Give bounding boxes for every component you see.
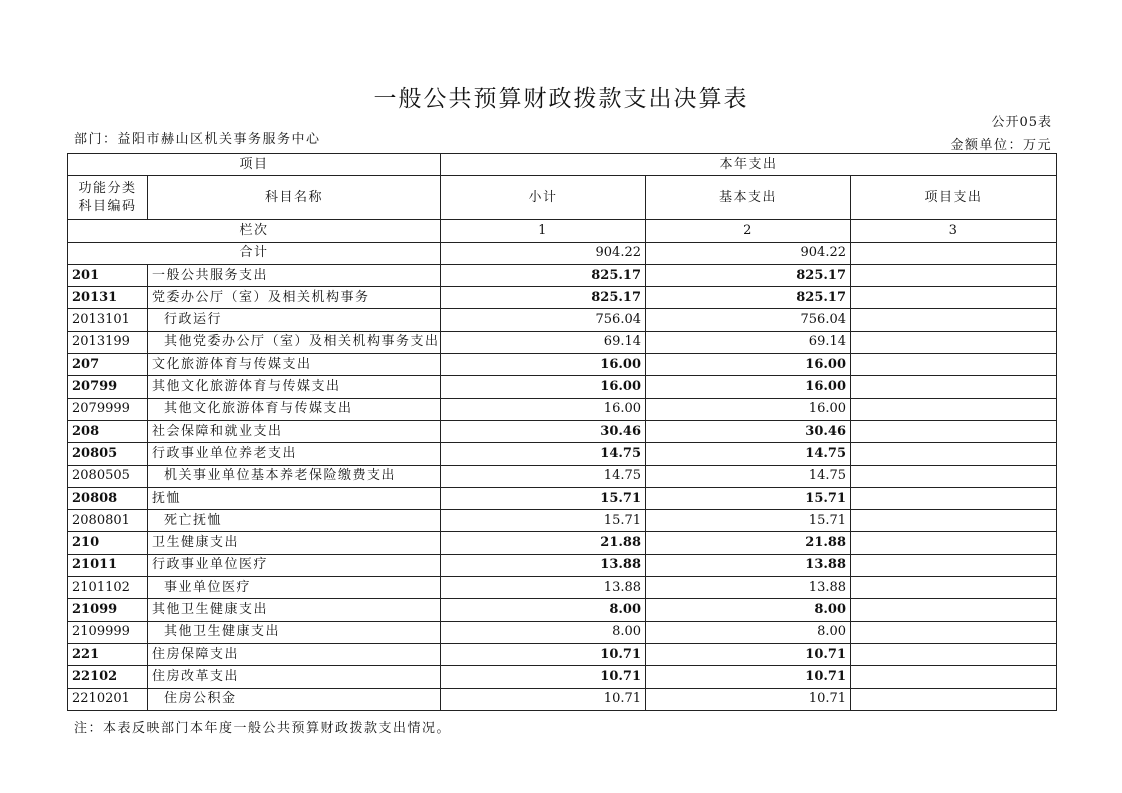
row-basic: 14.75: [646, 465, 851, 487]
row-basic: 14.75: [646, 443, 851, 465]
row-basic: 13.88: [646, 577, 851, 599]
total-basic: 904.22: [646, 242, 851, 264]
header-col1: 1: [441, 220, 646, 242]
row-basic: 69.14: [646, 331, 851, 353]
form-number: 公开05表: [991, 115, 1052, 130]
header-col2: 2: [646, 220, 851, 242]
row-subtotal: 16.00: [441, 376, 646, 398]
row-subtotal: 10.71: [441, 688, 646, 710]
row-subtotal: 8.00: [441, 599, 646, 621]
row-code: 2080801: [68, 510, 148, 532]
table-row: [68, 487, 1057, 509]
table-row: [68, 599, 1057, 621]
row-item: [851, 532, 1057, 554]
header-project: 项目: [68, 154, 441, 176]
row-basic: 13.88: [646, 554, 851, 576]
row-name: 抚恤: [148, 487, 441, 509]
row-subtotal: 825.17: [441, 287, 646, 309]
row-code: 20131: [68, 287, 148, 309]
table-row: [68, 465, 1057, 487]
row-code: 210: [68, 532, 148, 554]
table-row: [68, 398, 1057, 420]
row-name: 行政事业单位医疗: [148, 554, 441, 576]
table-row: [68, 376, 1057, 398]
row-code: 22102: [68, 666, 148, 688]
row-name: 机关事业单位基本养老保险缴费支出: [148, 465, 441, 487]
row-basic: 825.17: [646, 287, 851, 309]
header-col-index: 栏次: [68, 220, 441, 242]
total-row: [68, 242, 1057, 264]
row-item: [851, 465, 1057, 487]
row-subtotal: 8.00: [441, 621, 646, 643]
row-basic: 10.71: [646, 688, 851, 710]
row-name: 卫生健康支出: [148, 532, 441, 554]
header-col3: 3: [851, 220, 1057, 242]
row-code: 2109999: [68, 621, 148, 643]
row-basic: 8.00: [646, 621, 851, 643]
row-code: 20805: [68, 443, 148, 465]
row-code: 2013199: [68, 331, 148, 353]
row-name: 住房保障支出: [148, 643, 441, 665]
row-name: 其他卫生健康支出: [148, 599, 441, 621]
row-item: [851, 666, 1057, 688]
row-code: 2101102: [68, 577, 148, 599]
row-code: 20808: [68, 487, 148, 509]
row-basic: 10.71: [646, 666, 851, 688]
table-row: [68, 443, 1057, 465]
table-row: [68, 287, 1057, 309]
table-row: [68, 577, 1057, 599]
row-name: 文化旅游体育与传媒支出: [148, 354, 441, 376]
row-item: [851, 688, 1057, 710]
header-subtotal: 小计: [441, 176, 646, 220]
header-row-1: [68, 154, 1057, 176]
row-subtotal: 30.46: [441, 420, 646, 442]
row-item: [851, 443, 1057, 465]
row-basic: 16.00: [646, 376, 851, 398]
row-basic: 21.88: [646, 532, 851, 554]
table-row: [68, 688, 1057, 710]
row-item: [851, 354, 1057, 376]
table-row: [68, 420, 1057, 442]
table-row: [68, 621, 1057, 643]
header-row-2: [68, 176, 1057, 220]
row-item: [851, 376, 1057, 398]
row-code: 2079999: [68, 398, 148, 420]
row-code: 2080505: [68, 465, 148, 487]
row-subtotal: 756.04: [441, 309, 646, 331]
row-code: 21099: [68, 599, 148, 621]
header-item: 项目支出: [851, 176, 1057, 220]
row-subtotal: 16.00: [441, 398, 646, 420]
row-code: 221: [68, 643, 148, 665]
row-basic: 8.00: [646, 599, 851, 621]
row-code: 207: [68, 354, 148, 376]
total-item: [851, 242, 1057, 264]
table-row: [68, 666, 1057, 688]
row-basic: 16.00: [646, 354, 851, 376]
row-item: [851, 554, 1057, 576]
unit-label: 金额单位：万元: [950, 138, 1052, 153]
row-name: 死亡抚恤: [148, 510, 441, 532]
row-name: 事业单位医疗: [148, 577, 441, 599]
footnote: 注：本表反映部门本年度一般公共预算财政拨款支出情况。: [74, 721, 452, 736]
table-row: [68, 331, 1057, 353]
row-subtotal: 14.75: [441, 465, 646, 487]
row-name: 行政运行: [148, 309, 441, 331]
table-row: [68, 532, 1057, 554]
row-subtotal: 10.71: [441, 666, 646, 688]
department-label: 部门：益阳市赫山区机关事务服务中心: [74, 132, 321, 147]
row-basic: 30.46: [646, 420, 851, 442]
row-item: [851, 287, 1057, 309]
row-code: 201: [68, 264, 148, 286]
total-label: 合计: [68, 242, 441, 264]
table-row: [68, 309, 1057, 331]
row-basic: 10.71: [646, 643, 851, 665]
row-item: [851, 510, 1057, 532]
row-subtotal: 13.88: [441, 554, 646, 576]
row-subtotal: 21.88: [441, 532, 646, 554]
row-subtotal: 16.00: [441, 354, 646, 376]
row-name: 一般公共服务支出: [148, 264, 441, 286]
row-basic: 15.71: [646, 487, 851, 509]
row-name: 其他党委办公厅（室）及相关机构事务支出: [148, 331, 441, 353]
row-code: 2210201: [68, 688, 148, 710]
row-name: 行政事业单位养老支出: [148, 443, 441, 465]
table-row: [68, 554, 1057, 576]
header-basic: 基本支出: [646, 176, 851, 220]
row-subtotal: 14.75: [441, 443, 646, 465]
row-subtotal: 15.71: [441, 510, 646, 532]
row-item: [851, 398, 1057, 420]
expenditure-table: [67, 153, 1057, 711]
row-name: 党委办公厅（室）及相关机构事务: [148, 287, 441, 309]
row-subtotal: 15.71: [441, 487, 646, 509]
row-item: [851, 621, 1057, 643]
row-code: 2013101: [68, 309, 148, 331]
page-title: 一般公共预算财政拨款支出决算表: [373, 86, 749, 112]
row-basic: 15.71: [646, 510, 851, 532]
row-name: 其他文化旅游体育与传媒支出: [148, 398, 441, 420]
row-name: 其他文化旅游体育与传媒支出: [148, 376, 441, 398]
header-code: 功能分类科目编码: [68, 176, 148, 220]
row-subtotal: 10.71: [441, 643, 646, 665]
row-item: [851, 577, 1057, 599]
row-name: 住房改革支出: [148, 666, 441, 688]
row-code: 208: [68, 420, 148, 442]
header-name: 科目名称: [148, 176, 441, 220]
row-item: [851, 331, 1057, 353]
row-item: [851, 487, 1057, 509]
total-subtotal: 904.22: [441, 242, 646, 264]
header-current-year: 本年支出: [441, 154, 1057, 176]
row-basic: 756.04: [646, 309, 851, 331]
row-subtotal: 825.17: [441, 264, 646, 286]
row-code: 21011: [68, 554, 148, 576]
row-item: [851, 643, 1057, 665]
header-row-index: [68, 220, 1057, 242]
row-item: [851, 264, 1057, 286]
table-row: [68, 264, 1057, 286]
row-basic: 16.00: [646, 398, 851, 420]
row-name: 住房公积金: [148, 688, 441, 710]
row-basic: 825.17: [646, 264, 851, 286]
row-name: 社会保障和就业支出: [148, 420, 441, 442]
row-code: 20799: [68, 376, 148, 398]
row-item: [851, 599, 1057, 621]
row-subtotal: 13.88: [441, 577, 646, 599]
table-row: [68, 643, 1057, 665]
row-item: [851, 420, 1057, 442]
table-row: [68, 354, 1057, 376]
row-subtotal: 69.14: [441, 331, 646, 353]
row-item: [851, 309, 1057, 331]
table-row: [68, 510, 1057, 532]
row-name: 其他卫生健康支出: [148, 621, 441, 643]
